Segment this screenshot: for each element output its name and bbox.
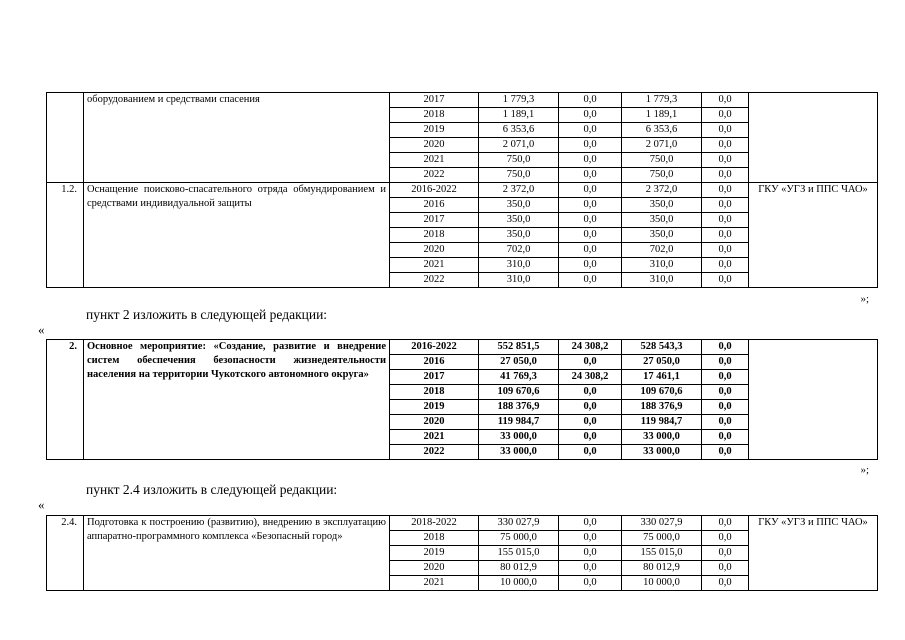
- total-cell: 750,0: [479, 168, 559, 183]
- federal-budget-cell: 0,0: [559, 198, 622, 213]
- federal-budget-cell: 0,0: [559, 561, 622, 576]
- federal-budget-cell: 0,0: [559, 138, 622, 153]
- regional-budget-cell: 350,0: [622, 198, 702, 213]
- period-cell: 2021: [390, 576, 479, 591]
- federal-budget-cell: 0,0: [559, 400, 622, 415]
- table-row: [47, 183, 878, 198]
- other-sources-cell: 0,0: [702, 228, 749, 243]
- federal-budget-cell: 0,0: [559, 168, 622, 183]
- other-sources-cell: 0,0: [702, 370, 749, 385]
- regional-budget-cell: 310,0: [622, 273, 702, 288]
- table-row: [47, 340, 878, 355]
- regional-budget-cell: 350,0: [622, 213, 702, 228]
- total-cell: 155 015,0: [479, 546, 559, 561]
- other-sources-cell: 0,0: [702, 561, 749, 576]
- total-cell: 750,0: [479, 153, 559, 168]
- closing-quote: »;: [860, 464, 869, 476]
- federal-budget-cell: 0,0: [559, 415, 622, 430]
- program-table-item-2-4: [46, 515, 878, 591]
- regional-budget-cell: 2 071,0: [622, 138, 702, 153]
- period-cell: 2018: [390, 228, 479, 243]
- total-cell: 119 984,7: [479, 415, 559, 430]
- federal-budget-cell: 0,0: [559, 430, 622, 445]
- period-cell: 2022: [390, 273, 479, 288]
- other-sources-cell: 0,0: [702, 183, 749, 198]
- federal-budget-cell: 0,0: [559, 531, 622, 546]
- item-description-cell: Основное мероприятие: «Создание, развитие и внедрение систем обеспечения безопасности жизнедеятельности населения на территории Чукотского автономного округа»: [84, 340, 390, 460]
- table-row: [47, 93, 878, 108]
- regional-budget-cell: 1 779,3: [622, 93, 702, 108]
- opening-quote: «: [38, 497, 45, 512]
- federal-budget-cell: 0,0: [559, 108, 622, 123]
- period-cell: 2018: [390, 531, 479, 546]
- federal-budget-cell: 0,0: [559, 516, 622, 531]
- other-sources-cell: 0,0: [702, 445, 749, 460]
- regional-budget-cell: 2 372,0: [622, 183, 702, 198]
- other-sources-cell: 0,0: [702, 340, 749, 355]
- item-number-cell: 2.4.: [47, 516, 84, 591]
- total-cell: 41 769,3: [479, 370, 559, 385]
- federal-budget-cell: 0,0: [559, 213, 622, 228]
- total-cell: 1 189,1: [479, 108, 559, 123]
- other-sources-cell: 0,0: [702, 385, 749, 400]
- regional-budget-cell: 188 376,9: [622, 400, 702, 415]
- period-cell: 2022: [390, 445, 479, 460]
- federal-budget-cell: 24 308,2: [559, 340, 622, 355]
- federal-budget-cell: 0,0: [559, 153, 622, 168]
- period-cell: 2016: [390, 355, 479, 370]
- other-sources-cell: 0,0: [702, 198, 749, 213]
- regional-budget-cell: 750,0: [622, 168, 702, 183]
- table-row: [47, 516, 878, 531]
- total-cell: 6 353,6: [479, 123, 559, 138]
- regional-budget-cell: 528 543,3: [622, 340, 702, 355]
- regional-budget-cell: 119 984,7: [622, 415, 702, 430]
- total-cell: 330 027,9: [479, 516, 559, 531]
- total-cell: 33 000,0: [479, 430, 559, 445]
- other-sources-cell: 0,0: [702, 168, 749, 183]
- period-cell: 2021: [390, 258, 479, 273]
- responsible-executor-cell: ГКУ «УГЗ и ППС ЧАО»: [749, 516, 878, 591]
- other-sources-cell: 0,0: [702, 576, 749, 591]
- period-cell: 2018-2022: [390, 516, 479, 531]
- regional-budget-cell: 27 050,0: [622, 355, 702, 370]
- period-cell: 2017: [390, 93, 479, 108]
- item-number-cell: [47, 93, 84, 183]
- period-cell: 2021: [390, 430, 479, 445]
- period-cell: 2021: [390, 153, 479, 168]
- period-cell: 2019: [390, 123, 479, 138]
- period-cell: 2017: [390, 370, 479, 385]
- total-cell: 1 779,3: [479, 93, 559, 108]
- total-cell: 552 851,5: [479, 340, 559, 355]
- other-sources-cell: 0,0: [702, 430, 749, 445]
- federal-budget-cell: 0,0: [559, 228, 622, 243]
- period-cell: 2022: [390, 168, 479, 183]
- responsible-executor-cell: [749, 340, 878, 460]
- other-sources-cell: 0,0: [702, 123, 749, 138]
- responsible-executor-cell: ГКУ «УГЗ и ППС ЧАО»: [749, 183, 878, 288]
- regional-budget-cell: 17 461,1: [622, 370, 702, 385]
- opening-quote: «: [38, 322, 45, 337]
- other-sources-cell: 0,0: [702, 415, 749, 430]
- regional-budget-cell: 10 000,0: [622, 576, 702, 591]
- period-cell: 2016-2022: [390, 340, 479, 355]
- program-table-item-2: [46, 339, 878, 460]
- total-cell: 188 376,9: [479, 400, 559, 415]
- federal-budget-cell: 0,0: [559, 258, 622, 273]
- other-sources-cell: 0,0: [702, 243, 749, 258]
- federal-budget-cell: 0,0: [559, 355, 622, 370]
- other-sources-cell: 0,0: [702, 273, 749, 288]
- period-cell: 2019: [390, 400, 479, 415]
- period-cell: 2020: [390, 138, 479, 153]
- instruction-paragraph: пункт 2 изложить в следующей редакции:: [86, 307, 328, 322]
- period-cell: 2016-2022: [390, 183, 479, 198]
- other-sources-cell: 0,0: [702, 108, 749, 123]
- total-cell: 310,0: [479, 258, 559, 273]
- regional-budget-cell: 330 027,9: [622, 516, 702, 531]
- regional-budget-cell: 75 000,0: [622, 531, 702, 546]
- other-sources-cell: 0,0: [702, 138, 749, 153]
- regional-budget-cell: 80 012,9: [622, 561, 702, 576]
- other-sources-cell: 0,0: [702, 93, 749, 108]
- total-cell: 2 071,0: [479, 138, 559, 153]
- total-cell: 27 050,0: [479, 355, 559, 370]
- other-sources-cell: 0,0: [702, 400, 749, 415]
- regional-budget-cell: 702,0: [622, 243, 702, 258]
- regional-budget-cell: 33 000,0: [622, 445, 702, 460]
- program-table-continuation: [46, 92, 878, 288]
- regional-budget-cell: 155 015,0: [622, 546, 702, 561]
- other-sources-cell: 0,0: [702, 531, 749, 546]
- federal-budget-cell: 0,0: [559, 445, 622, 460]
- regional-budget-cell: 6 353,6: [622, 123, 702, 138]
- federal-budget-cell: 0,0: [559, 576, 622, 591]
- period-cell: 2019: [390, 546, 479, 561]
- responsible-executor-cell: [749, 93, 878, 183]
- federal-budget-cell: 0,0: [559, 273, 622, 288]
- total-cell: 350,0: [479, 213, 559, 228]
- period-cell: 2017: [390, 213, 479, 228]
- item-description-cell: Оснащение поисково-спасательного отряда обмундированием и средствами индивидуальной защиты: [84, 183, 390, 288]
- total-cell: 80 012,9: [479, 561, 559, 576]
- regional-budget-cell: 750,0: [622, 153, 702, 168]
- other-sources-cell: 0,0: [702, 213, 749, 228]
- total-cell: 350,0: [479, 198, 559, 213]
- instruction-paragraph: пункт 2.4 изложить в следующей редакции:: [86, 482, 338, 497]
- federal-budget-cell: 0,0: [559, 385, 622, 400]
- other-sources-cell: 0,0: [702, 546, 749, 561]
- item-number-cell: 2.: [47, 340, 84, 460]
- regional-budget-cell: 33 000,0: [622, 430, 702, 445]
- total-cell: 2 372,0: [479, 183, 559, 198]
- regional-budget-cell: 310,0: [622, 258, 702, 273]
- other-sources-cell: 0,0: [702, 258, 749, 273]
- other-sources-cell: 0,0: [702, 516, 749, 531]
- federal-budget-cell: 24 308,2: [559, 370, 622, 385]
- period-cell: 2016: [390, 198, 479, 213]
- item-number-cell: 1.2.: [47, 183, 84, 288]
- federal-budget-cell: 0,0: [559, 243, 622, 258]
- regional-budget-cell: 109 670,6: [622, 385, 702, 400]
- total-cell: 10 000,0: [479, 576, 559, 591]
- federal-budget-cell: 0,0: [559, 93, 622, 108]
- regional-budget-cell: 350,0: [622, 228, 702, 243]
- total-cell: 75 000,0: [479, 531, 559, 546]
- period-cell: 2018: [390, 385, 479, 400]
- item-description-cell: оборудованием и средствами спасения: [84, 93, 390, 183]
- period-cell: 2018: [390, 108, 479, 123]
- total-cell: 310,0: [479, 273, 559, 288]
- federal-budget-cell: 0,0: [559, 123, 622, 138]
- other-sources-cell: 0,0: [702, 153, 749, 168]
- period-cell: 2020: [390, 415, 479, 430]
- regional-budget-cell: 1 189,1: [622, 108, 702, 123]
- federal-budget-cell: 0,0: [559, 183, 622, 198]
- item-description-cell: Подготовка к построению (развитию), внедрению в эксплуатацию аппаратно-программного комплекса «Безопасный город»: [84, 516, 390, 591]
- total-cell: 350,0: [479, 228, 559, 243]
- closing-quote: »;: [860, 293, 869, 305]
- total-cell: 33 000,0: [479, 445, 559, 460]
- total-cell: 109 670,6: [479, 385, 559, 400]
- other-sources-cell: 0,0: [702, 355, 749, 370]
- period-cell: 2020: [390, 561, 479, 576]
- total-cell: 702,0: [479, 243, 559, 258]
- period-cell: 2020: [390, 243, 479, 258]
- federal-budget-cell: 0,0: [559, 546, 622, 561]
